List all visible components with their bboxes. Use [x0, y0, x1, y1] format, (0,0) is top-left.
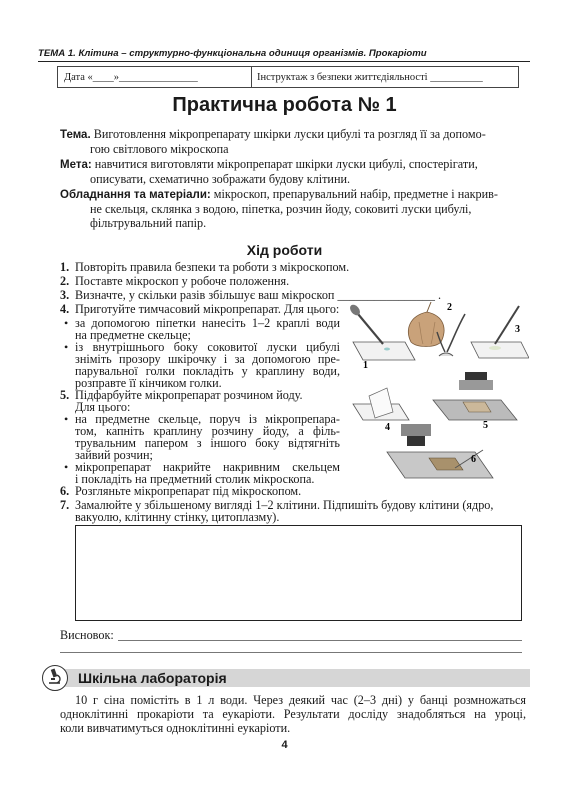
- equipment-block: [60, 187, 526, 231]
- step-5-bullet-1-line-3: трувальним папером з іншого боку відтягніть: [75, 436, 340, 450]
- header-divider: [38, 61, 530, 62]
- step-5-bullet-1-line-2: том, капніть краплину розчину йоду, а філь-: [75, 424, 340, 438]
- step-2-number: 2.: [60, 274, 70, 288]
- step-5-bullet-1-line-4: зайвий розчин;: [75, 448, 153, 462]
- step-4-bullet-2-line-2: зніміть прозору шкірочку і за допомогою пре-: [75, 352, 340, 366]
- figure-label-5: 5: [483, 420, 488, 431]
- step-1-text: Повторіть правила безпеки та роботи з мікроскопом.: [75, 260, 350, 274]
- bullet-marker: •: [64, 412, 69, 426]
- date-field: Дата «____»_______________: [64, 72, 198, 83]
- date-box: [57, 66, 519, 88]
- conclusion-label: Висновок:: [60, 628, 114, 642]
- step-5-text: Підфарбуйте мікропрепарат розчином йоду.: [75, 388, 303, 402]
- goal-text-1: навчитися виготовляти мікропрепарат шкірки луски цибулі, спостерігати,: [94, 157, 478, 171]
- equipment-label: Обладнання та матеріали:: [60, 189, 211, 201]
- microscope-stage-figure: [433, 372, 517, 420]
- bullet-marker: •: [64, 316, 69, 330]
- school-lab-line-3: коли вивчатимуться одноклітинні еукаріоти.: [60, 721, 291, 736]
- conclusion-line-1[interactable]: [118, 640, 522, 641]
- pipette-drop-figure: [348, 303, 415, 360]
- step-4-bullet-2-line-1: із внутрішнього боку соковитої луски цибулі: [75, 340, 340, 354]
- school-lab-text: [60, 693, 526, 736]
- figure-label-2: 2: [447, 302, 452, 313]
- topic-text-1: Виготовлення мікропрепарату шкірки луски цибулі та розгляд її за допомо-: [93, 127, 486, 141]
- conclusion-line-2[interactable]: [60, 652, 522, 653]
- step-4-bullet-2-line-3: парувальної голки покладіть у краплину води,: [75, 364, 340, 378]
- microscope-icon: [42, 665, 68, 691]
- school-lab-bar: [38, 665, 530, 689]
- figure-label-3: 3: [515, 324, 520, 335]
- date-box-divider: [251, 67, 252, 87]
- step-5-number: 5.: [60, 388, 70, 402]
- step-4-bullet-1-line-2: на предметне скельце;: [75, 328, 191, 342]
- step-4-bullet-1-line-1: за допомогою піпетки нанесіть 1–2 краплі води: [75, 316, 340, 330]
- school-lab-title: Шкільна лабораторія: [78, 670, 227, 686]
- topic-label: Тема.: [60, 129, 91, 141]
- equipment-text-3: фільтрувальний папір.: [90, 216, 207, 231]
- figure-label-1: 1: [363, 360, 368, 371]
- step-4-bullet-2-line-4: розправте її кінчиком голки.: [75, 376, 222, 390]
- step-5-bullet-2-line-2: і покладіть на предметний столик мікроскопа.: [75, 472, 315, 486]
- step-3-number: 3.: [60, 288, 70, 302]
- topic-block: [60, 127, 526, 156]
- topic-text-2: гою світлового мікроскопа: [90, 142, 229, 157]
- figure-label-4: 4: [385, 422, 390, 433]
- step-7-number: 7.: [60, 498, 70, 512]
- step-1-number: 1.: [60, 260, 70, 274]
- microslide-preparation-illustration: [343, 300, 529, 486]
- drawing-area[interactable]: [75, 525, 522, 621]
- cover-glass-figure: [353, 388, 409, 420]
- figure-label-6: 6: [471, 454, 476, 465]
- equipment-text-2: не скельця, склянка з водою, піпетка, розчин йоду, соковиті луски цибулі,: [90, 202, 472, 217]
- step-7-text-1: Замалюйте у збільшеному вигляді 1–2 клітини. Підпишіть будову клітини (ядро,: [75, 498, 494, 512]
- onion-figure: [408, 302, 465, 356]
- step-3-text: Визначте, у скільки разів збільшує ваш мікроскоп ________________ .: [75, 288, 442, 302]
- step-5-subtext: Для цього:: [75, 400, 131, 414]
- step-5-bullet-1-line-1: на предметне скельце, поруч із мікропрепара-: [75, 412, 340, 426]
- school-lab-line-2: одноклітинні прокаріоти та еукаріоти. Результати досліду знадобляться на уроці,: [60, 707, 526, 722]
- equipment-text-1: мікроскоп, препарувальний набір, предметне і накрив-: [213, 187, 498, 201]
- goal-label: Мета:: [60, 159, 92, 171]
- page-title: Практична робота № 1: [172, 94, 397, 116]
- bullet-marker: •: [64, 340, 69, 354]
- microscope-objective-figure: [387, 424, 493, 478]
- needle-figure: [471, 306, 529, 358]
- step-2-text: Поставте мікроскоп у робоче положення.: [75, 274, 290, 288]
- step-7-text-2: вакуолю, клітинну стінку, цитоплазму).: [75, 510, 280, 524]
- step-6-text: Розгляньте мікропрепарат під мікроскопом.: [75, 484, 302, 498]
- step-4-text: Приготуйте тимчасовий мікропрепарат. Для цього:: [75, 302, 340, 316]
- bullet-marker: •: [64, 460, 69, 474]
- page-number: 4: [281, 739, 288, 751]
- step-5-bullet-2-line-1: мікропрепарат накрийте накривним скельцем: [75, 460, 340, 474]
- page-header: ТЕМА 1. Клітина – структурно-функціональна одиниця організмів. Прокаріоти: [38, 48, 427, 59]
- procedure-heading: Хід роботи: [246, 242, 323, 258]
- step-4-number: 4.: [60, 302, 70, 316]
- goal-block: [60, 157, 526, 186]
- goal-text-2: описувати, схематично зображати будову клітини.: [90, 172, 351, 187]
- step-6-number: 6.: [60, 484, 70, 498]
- safety-instruction-field: Інструктаж з безпеки життєдіяльності __________: [257, 72, 483, 83]
- school-lab-line-1: 10 г сіна помістіть в 1 л води. Через деякий час (2–3 дні) у банці розмножаться: [75, 693, 526, 707]
